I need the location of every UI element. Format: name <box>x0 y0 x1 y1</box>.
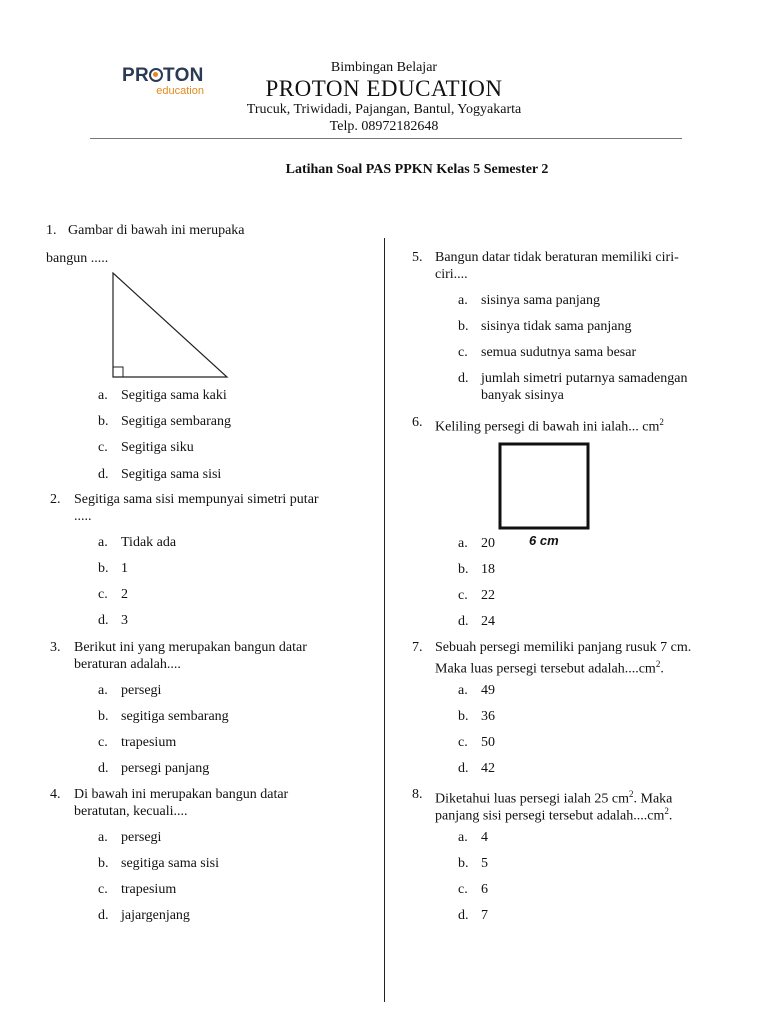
option-text: 42 <box>481 761 495 776</box>
question-text: Segitiga sama sisi mempunyai simetri putar <box>74 492 319 507</box>
option-letter: b. <box>458 856 469 871</box>
option-letter: c. <box>98 440 108 455</box>
option-letter: a. <box>458 683 468 698</box>
question-text-part: Maka luas persegi tersebut adalah....cm <box>435 661 656 677</box>
option-text: 18 <box>481 562 495 577</box>
option-text: jajargenjang <box>121 908 190 923</box>
option-letter: b. <box>458 562 469 577</box>
phone: Telp. 08972182648 <box>329 119 439 134</box>
column-divider <box>384 238 385 1002</box>
question-number: 2. <box>50 492 61 507</box>
option-letter: a. <box>458 293 468 308</box>
question-text <box>435 414 664 436</box>
option-letter: a. <box>98 683 108 698</box>
org-name: PROTON EDUCATION <box>265 76 503 101</box>
option-text: 24 <box>481 614 495 629</box>
question-text-part: Diketahui luas persegi ialah 25 cm <box>435 791 629 807</box>
question-number: 8. <box>412 787 423 802</box>
option-letter: c. <box>458 345 468 360</box>
option-text: trapesium <box>121 882 177 897</box>
question-text: bangun ..... <box>46 251 109 266</box>
option-text: Segitiga sama kaki <box>121 388 227 403</box>
option-text: segitiga sama sisi <box>121 856 219 871</box>
superscript: 2 <box>659 417 664 427</box>
option-text: Segitiga sembarang <box>121 414 232 429</box>
page-title: Latihan Soal PAS PPKN Kelas 5 Semester 2 <box>285 162 549 177</box>
option-text: 50 <box>481 735 495 750</box>
question-number: 3. <box>50 640 61 655</box>
option-letter: b. <box>458 709 469 724</box>
proton-logo: PR TON education <box>122 66 208 98</box>
option-text: persegi panjang <box>121 761 210 776</box>
option-text: 2 <box>121 587 128 602</box>
option-letter: d. <box>458 614 469 629</box>
option-text: Segitiga siku <box>121 440 194 455</box>
option-letter: b. <box>458 319 469 334</box>
option-text: trapesium <box>121 735 177 750</box>
option-text: persegi <box>121 683 162 698</box>
option-letter: b. <box>98 709 109 724</box>
option-text: 3 <box>121 613 128 628</box>
option-letter: c. <box>98 882 108 897</box>
option-letter: c. <box>458 882 468 897</box>
question-number: 5. <box>412 250 423 265</box>
option-letter: d. <box>98 761 109 776</box>
question-text-part: . <box>668 808 673 824</box>
option-letter: b. <box>98 856 109 871</box>
question-text-part: . <box>660 661 664 677</box>
superscript: 2 <box>664 806 669 816</box>
question-text: ..... <box>74 509 92 524</box>
superscript: 2 <box>655 659 661 669</box>
question-text: Bangun datar tidak beraturan memiliki ciri- <box>435 250 679 265</box>
option-text: 4 <box>481 830 488 845</box>
option-letter: b. <box>98 561 109 576</box>
option-text: 20 <box>481 536 495 551</box>
option-letter: a. <box>458 830 468 845</box>
question-number: 7. <box>412 640 423 655</box>
header-divider <box>90 138 682 139</box>
option-text: 6 <box>481 882 488 897</box>
logo-sub: education <box>156 85 204 97</box>
address: Trucuk, Triwidadi, Pajangan, Bantul, Yogyakarta <box>246 102 522 117</box>
option-letter: a. <box>98 535 108 550</box>
question-text: beraturan adalah.... <box>74 657 181 672</box>
option-text: 49 <box>481 683 495 698</box>
question-text: Berikut ini yang merupakan bangun datar <box>74 640 307 655</box>
option-letter: d. <box>98 908 109 923</box>
option-letter: b. <box>98 414 109 429</box>
option-text: semua sudutnya sama besar <box>481 345 637 360</box>
option-letter: d. <box>98 467 109 482</box>
question-text: beratutan, kecuali.... <box>74 804 188 819</box>
question-text-part: Keliling persegi di bawah ini ialah... cm <box>435 419 660 435</box>
right-triangle-figure <box>110 272 230 380</box>
option-text: jumlah simetri putarnya samadengan banyak sisinya <box>481 371 688 403</box>
option-text: Segitiga sama sisi <box>121 467 222 482</box>
question-number: 4. <box>50 787 61 802</box>
option-letter: a. <box>98 830 108 845</box>
question-text: Gambar di bawah ini merupaka <box>68 223 245 238</box>
question-text-part: panjang sisi persegi tersebut adalah....cm <box>435 808 665 824</box>
option-letter: d. <box>458 371 469 386</box>
option-text: 5 <box>481 856 488 871</box>
option-letter: c. <box>458 588 468 603</box>
question-text <box>435 803 672 825</box>
option-letter: c. <box>98 587 108 602</box>
square-figure <box>498 442 590 530</box>
option-letter: a. <box>458 536 468 551</box>
superscript: 2 <box>629 789 634 799</box>
question-number: 1. <box>46 223 57 238</box>
header-line1: Bimbingan Belajar <box>330 60 438 75</box>
option-text: 36 <box>481 709 495 724</box>
option-text: persegi <box>121 830 162 845</box>
option-letter: d. <box>98 613 109 628</box>
option-text: sisinya sama panjang <box>481 293 600 308</box>
option-text: segitiga sembarang <box>121 709 229 724</box>
option-text: 1 <box>121 561 128 576</box>
option-letter: d. <box>458 761 469 776</box>
question-text <box>435 656 664 678</box>
question-text: ciri.... <box>435 267 468 282</box>
square-side-label: 6 cm <box>529 533 559 548</box>
question-text: Di bawah ini merupakan bangun datar <box>74 787 289 802</box>
question-text-part: . Maka <box>633 791 673 807</box>
option-text: Tidak ada <box>121 535 177 550</box>
option-letter: a. <box>98 388 108 403</box>
option-text: sisinya tidak sama panjang <box>481 319 632 334</box>
option-letter: c. <box>458 735 468 750</box>
option-letter: d. <box>458 908 469 923</box>
option-text: 7 <box>481 908 488 923</box>
option-text: 22 <box>481 588 495 603</box>
option-letter: c. <box>98 735 108 750</box>
question-number: 6. <box>412 415 423 430</box>
question-text: Sebuah persegi memiliki panjang rusuk 7 cm. <box>435 640 692 655</box>
